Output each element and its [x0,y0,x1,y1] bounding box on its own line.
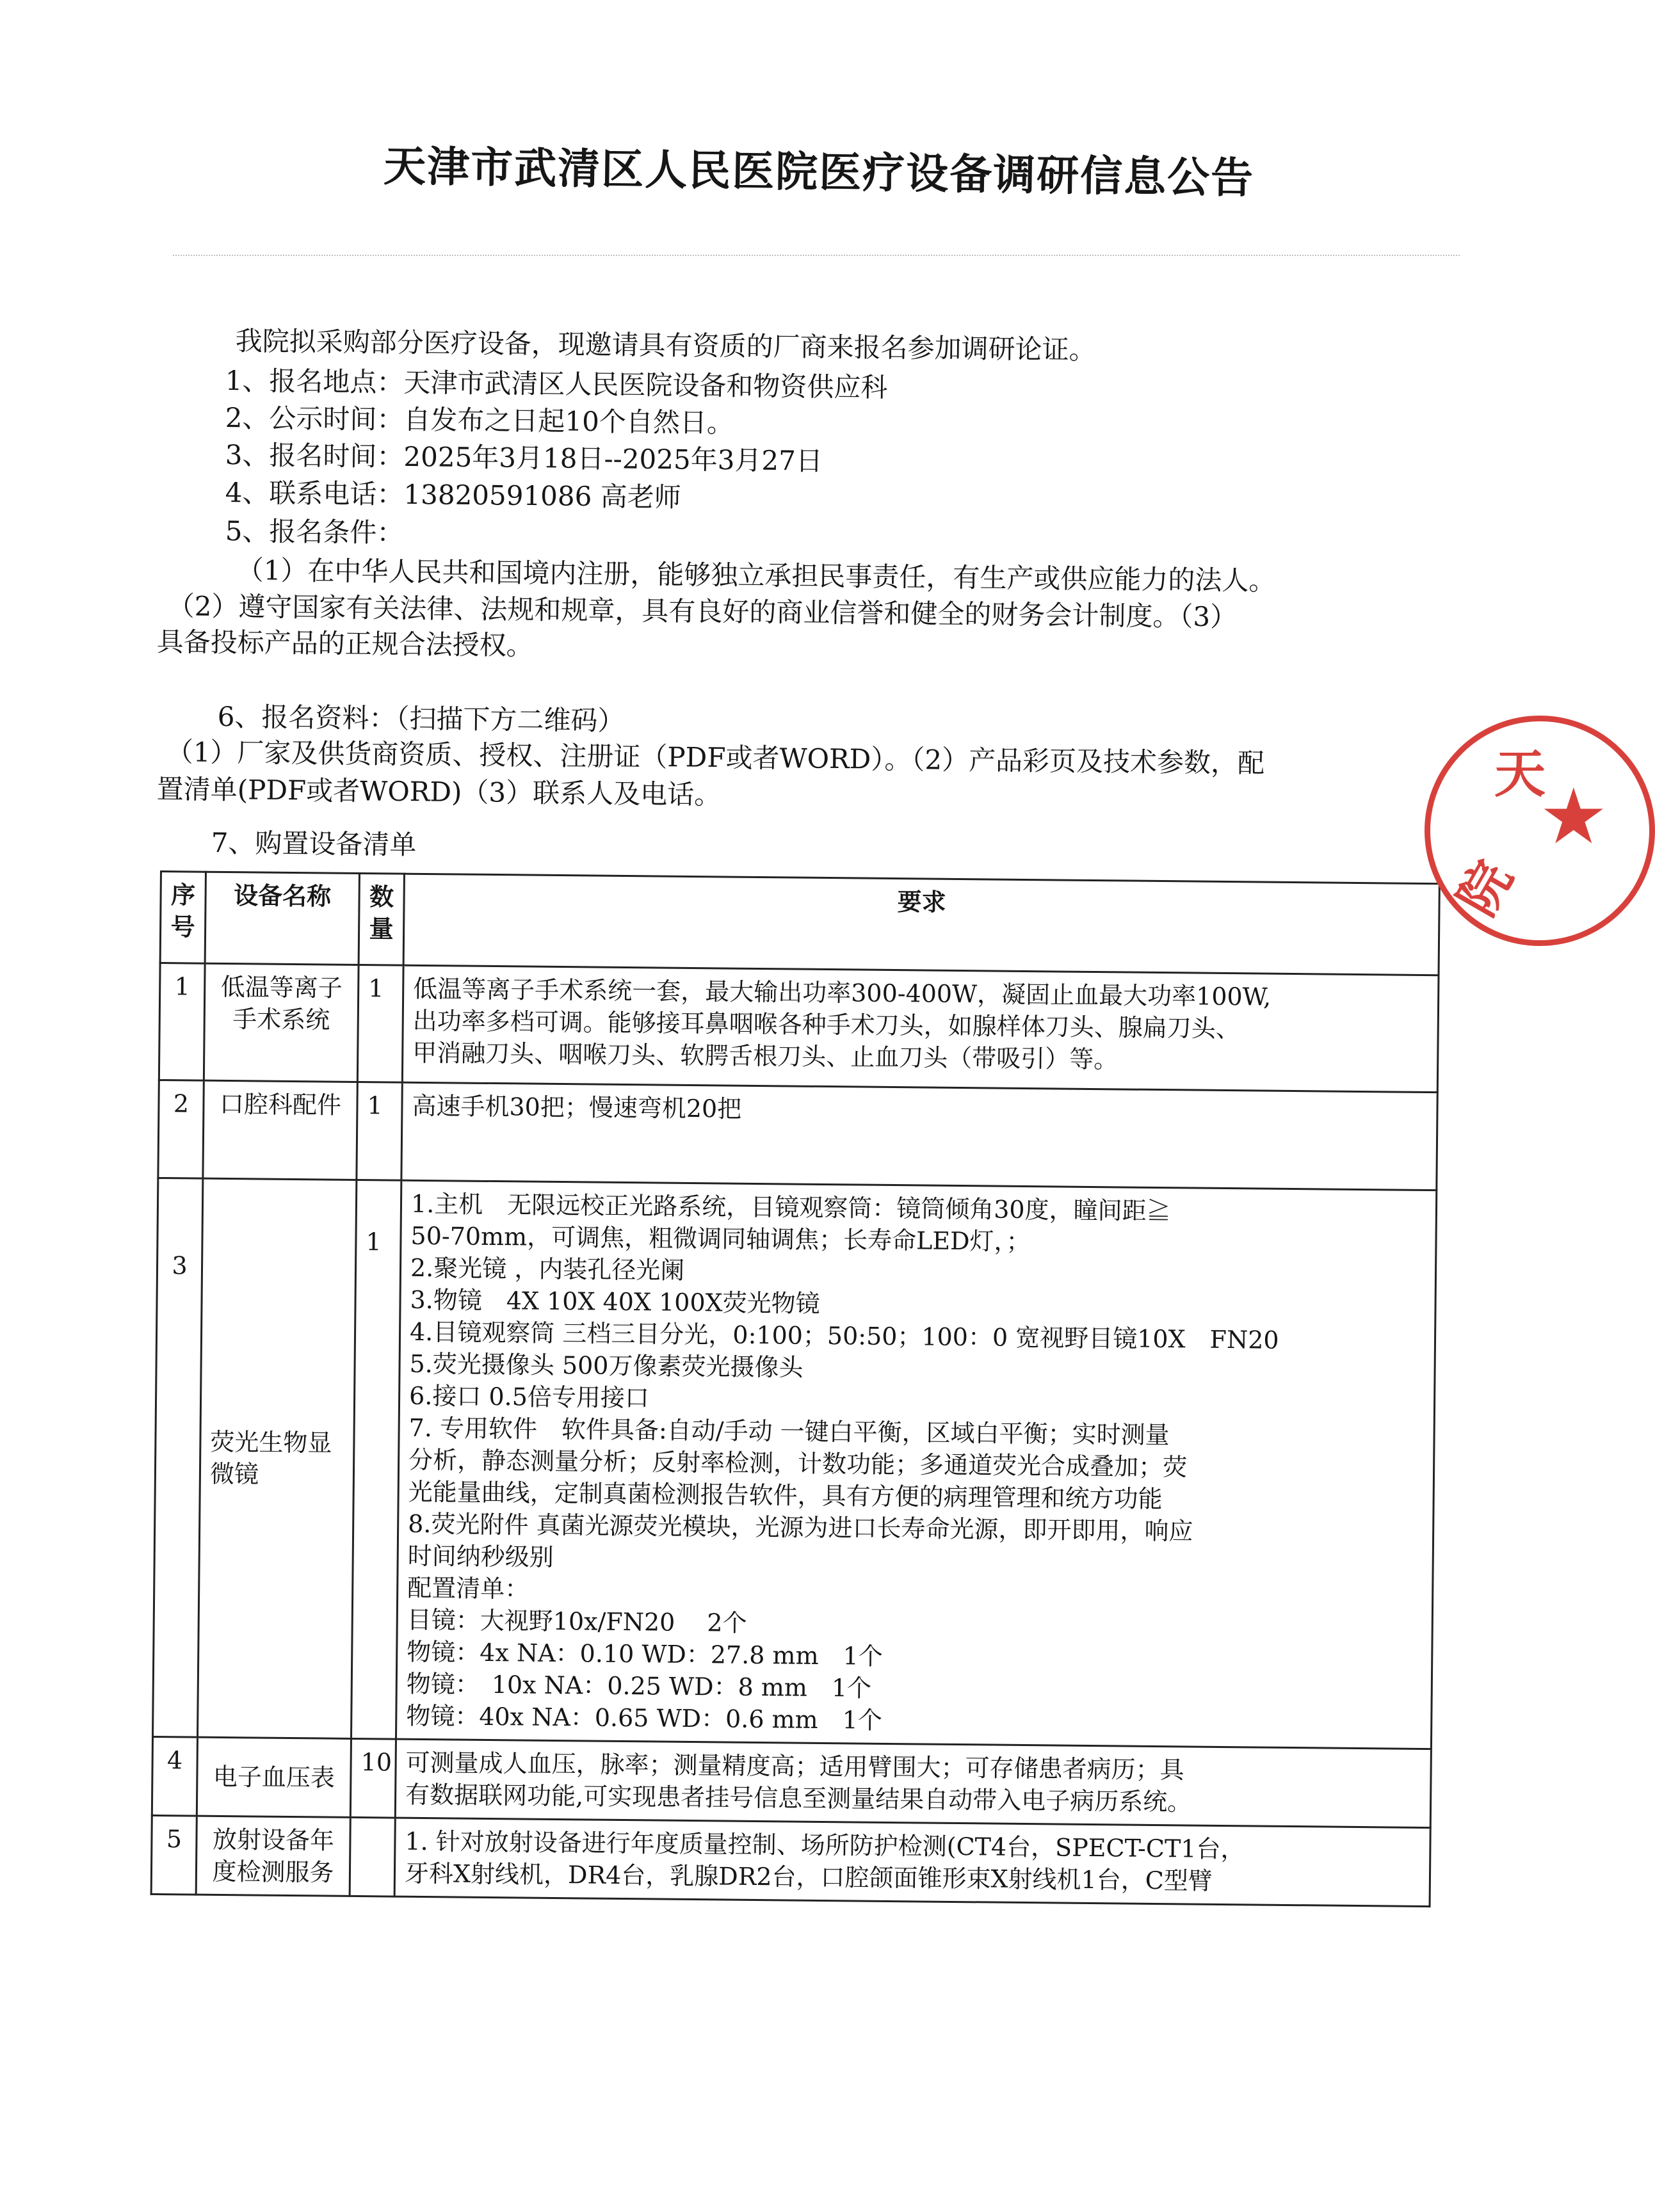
row-qty [350,1817,395,1896]
req-line: 目镜：大视野10x/FN20 2个 [407,1605,747,1637]
req-line: 3.物镜 4X 10X 40X 100X荧光物镜 [410,1285,820,1318]
equipment-table [150,870,1441,1907]
req-line: 可测量成人血压，脉率；测量精度高；适用臂围大；可存储患者病历；具 [405,1748,1184,1784]
row-no: 4 [152,1736,197,1816]
seal-star-icon: ★ [1539,773,1608,862]
req-line: 出功率多档可调。能够接耳鼻咽喉各种手术刀头，如腺样体刀头、腺扁刀头、 [412,1006,1240,1043]
official-seal [1425,716,1655,946]
row-requirements [394,1818,1430,1907]
seal-character: 天 [1494,744,1546,804]
row-no: 2 [158,1080,204,1178]
req-line: 8.荧光附件 真菌光源荧光模块，光源为进口长寿命光源，即开即用，响应 [408,1509,1193,1546]
materials-line: 置清单(PDF或者WORD)（3）联系人及电话。 [156,773,722,811]
req-line: 7. 专用软件 软件具备:自动/手动 一键白平衡，区域白平衡；实时测量 [408,1413,1170,1450]
row-name: 低温等离子手术系统 [204,963,359,1082]
equipment-list-heading: 7、购置设备清单 [211,827,417,861]
row-qty: 1 [351,1180,401,1739]
req-line: 物镜：4x NA：0.10 WD：27.8 mm 1个 [407,1637,884,1671]
req-line: 2.聚光镜 ，内装孔径光阑 [410,1253,685,1285]
table-row [159,963,1439,1093]
table-row [151,1815,1430,1906]
req-line: 4.目镜观察筒 三档三目分光，0:100；50:50；100：0 宽视野目镜10X FN20 [409,1317,1279,1354]
row-qty: 10 [350,1738,396,1818]
item-notice-period: 2、公示时间：自发布之日起10个自然日。 [225,402,734,439]
row-no: 3 [153,1178,203,1737]
item-registration-location: 1、报名地点：天津市武清区人民医院设备和物资供应科 [225,365,888,403]
req-line: 高速手机30把；慢速弯机20把 [412,1091,742,1123]
header-no: 序号 [160,872,206,964]
equipment-table-wrapper [147,870,1440,2188]
req-line: 1.主机 无限远校正光路系统，目镜观察筒：镜筒倾角30度，瞳间距≧ [410,1189,1171,1226]
row-name: 荧光生物显微镜 [198,1178,357,1738]
req-line: 甲消融刀头、咽喉刀头、软腭舌根刀头、止血刀头（带吸引）等。 [412,1038,1118,1074]
materials-heading: 6、报名资料：（扫描下方二维码） [217,701,625,737]
req-line: 有数据联网功能,可实现患者挂号信息至测量结果自动带入电子病历系统。 [405,1780,1192,1816]
req-line: 配置清单： [407,1573,529,1603]
item-contact-phone: 4、联系电话：13820591086 高老师 [225,477,681,513]
materials-line: （1）厂家及供货商资质、授权、注册证（PDF或者WORD）。（2）产品彩页及技术参数，配 [166,736,1265,779]
row-name: 电子血压表 [197,1737,351,1817]
req-line: 光能量曲线，定制真菌检测报告软件，具有方便的病理管理和统方功能 [408,1477,1163,1514]
header-name: 设备名称 [205,872,359,965]
row-requirements [401,1082,1437,1190]
req-line: 低温等离子手术系统一套，最大输出功率300-400W，凝固止血最大功率100W, [413,974,1272,1011]
table-row [152,1736,1431,1827]
table-row [158,1080,1437,1190]
header-qty: 数量 [359,873,404,965]
document-title: 天津市武清区人民医院医疗设备调研信息公告 [383,141,1255,204]
header-requirements: 要求 [403,874,1439,975]
req-line: 物镜：40x NA：0.65 WD：0.6 mm 1个 [406,1701,883,1735]
row-no: 5 [151,1815,197,1895]
req-line: 牙科X射线机，DR4台，乳腺DR2台，口腔颌面锥形束X射线机1台，C型臂 [404,1859,1213,1895]
table-row [153,1178,1437,1749]
seal-character: 院 [1446,851,1524,926]
row-requirements [402,965,1439,1093]
intro-paragraph: 我院拟采购部分医疗设备，现邀请具有资质的厂商来报名参加调研论证。 [235,325,1096,366]
req-line: 6.接口 0.5倍专用接口 [408,1381,650,1413]
req-line: 时间纳秒级别 [407,1541,554,1571]
req-line: 50-70mm，可调焦，粗微调同轴调焦；长寿命LED灯，； [410,1221,1031,1256]
item-conditions-heading: 5、报名条件： [225,515,404,549]
row-name: 口腔科配件 [203,1080,357,1180]
row-no: 1 [159,963,205,1081]
row-requirements [396,1180,1436,1749]
req-line: 1. 针对放射设备进行年度质量控制、场所防护检测(CT4台，SPECT-CT1台， [405,1827,1245,1864]
req-line: 分析，静态测量分析；反射率检测，计数功能；多通道荧光合成叠加；荧 [408,1445,1188,1482]
row-qty: 1 [357,965,403,1082]
condition-line: （1）在中华人民共和国境内注册，能够独立承担民事责任，有生产或供应能力的法人。 [236,554,1276,597]
req-line: 5.荧光摄像头 500万像素荧光摄像头 [409,1349,803,1382]
req-line: 物镜： 10x NA：0.25 WD：8 mm 1个 [406,1669,872,1703]
item-registration-time: 3、报名时间：2025年3月18日--2025年3月27日 [225,439,823,477]
row-name: 放射设备年度检测服务 [196,1816,350,1896]
condition-line: 具备投标产品的正规合法授权。 [156,626,533,662]
table-header-row [160,872,1439,975]
condition-line: （2）遵守国家有关法律、法规和规章，具有良好的商业信誉和健全的财务会计制度。（3） [167,590,1238,633]
row-requirements [395,1739,1431,1828]
row-qty: 1 [357,1082,402,1180]
title-divider [173,255,1460,256]
